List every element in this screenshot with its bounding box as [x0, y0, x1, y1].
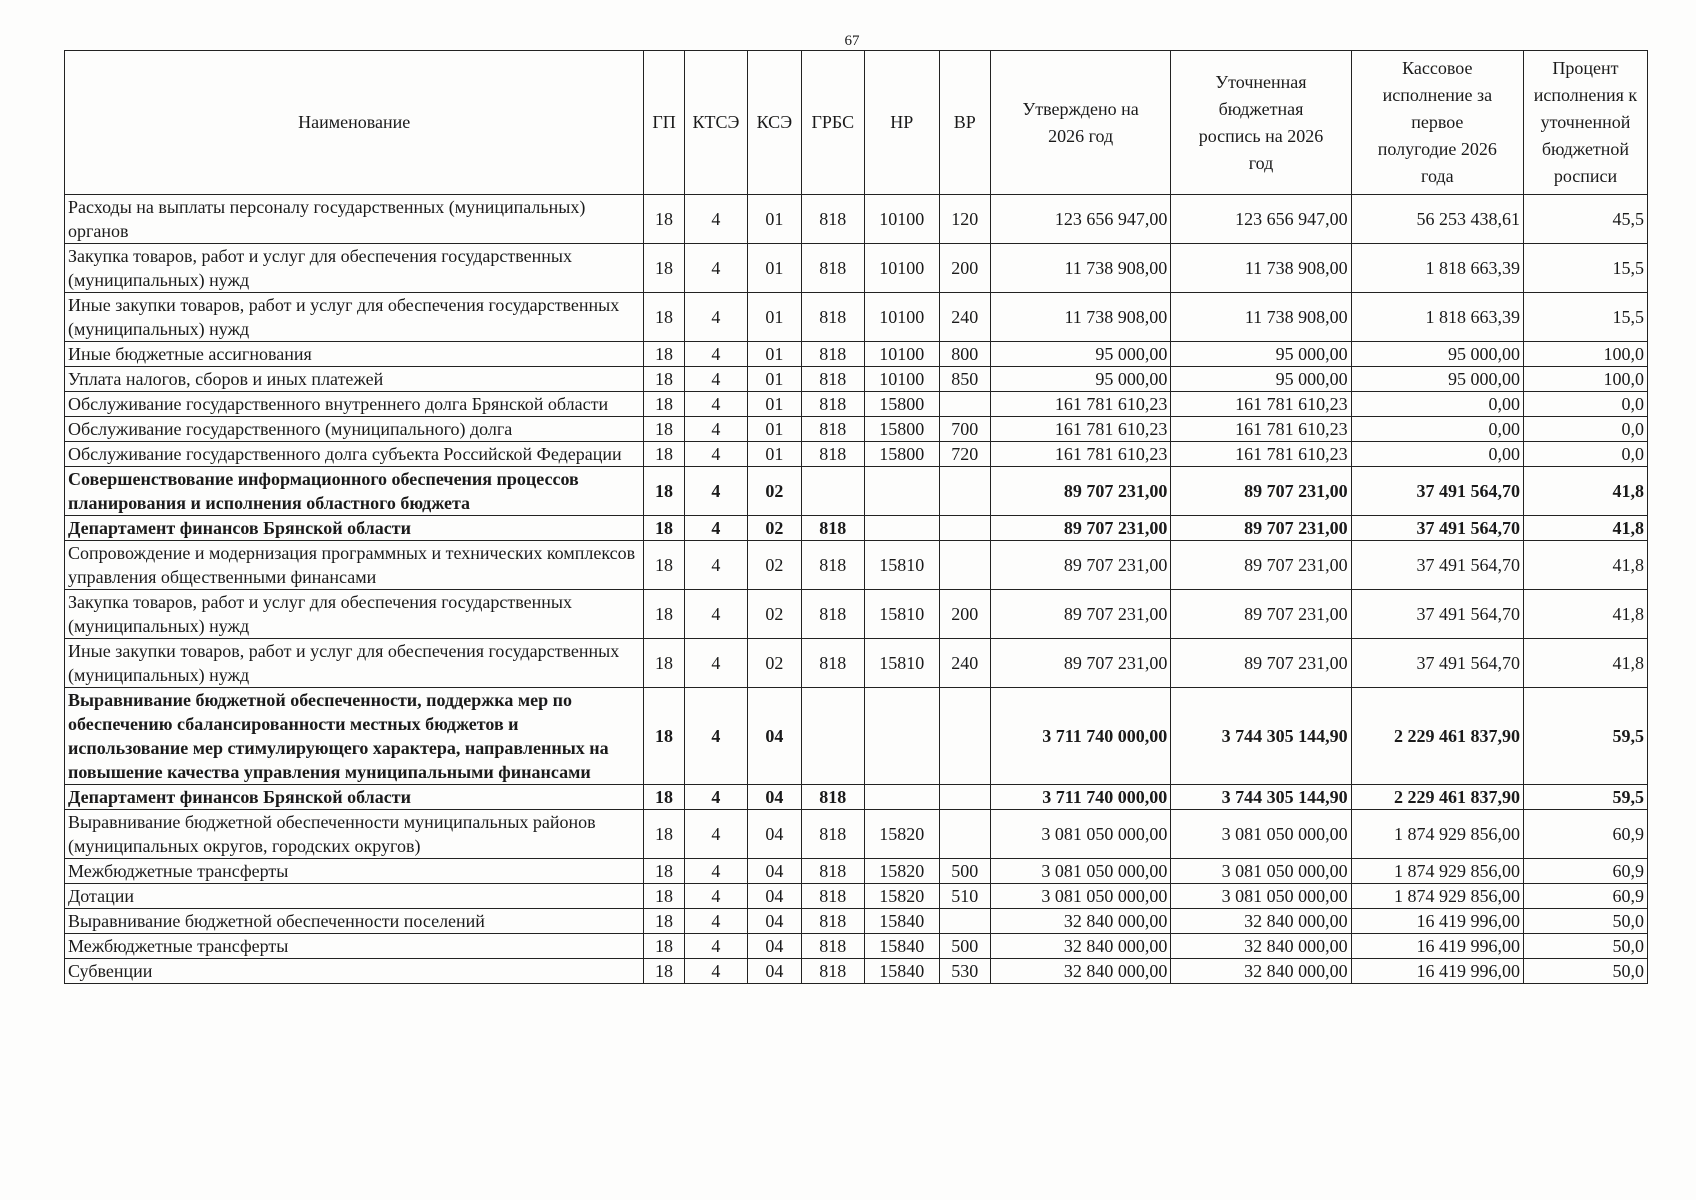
cell-ktse: 4	[684, 590, 747, 639]
cell-vr: 530	[939, 959, 990, 984]
table-row	[65, 195, 1648, 244]
cell-kse: 01	[748, 417, 801, 442]
cell-name: Выравнивание бюджетной обеспеченности, поддержка мер по обеспечению сбалансированности местных бюджетов и использование мер стимулирующего характера, направленных на повышение качества управления муниципальными финансами	[65, 688, 644, 785]
cell-grbs	[801, 467, 864, 516]
cell-percent: 0,0	[1523, 392, 1647, 417]
cell-percent: 0,0	[1523, 442, 1647, 467]
cell-nr: 10100	[865, 195, 940, 244]
cell-nr: 15820	[865, 884, 940, 909]
cell-approved: 3 081 050 000,00	[990, 859, 1170, 884]
table-header-row	[65, 51, 1648, 195]
cell-refined: 161 781 610,23	[1171, 392, 1351, 417]
cell-vr: 200	[939, 590, 990, 639]
cell-name: Расходы на выплаты персоналу государственных (муниципальных) органов	[65, 195, 644, 244]
cell-kse: 04	[748, 909, 801, 934]
cell-ktse: 4	[684, 639, 747, 688]
cell-cash: 2 229 461 837,90	[1351, 688, 1523, 785]
table-row	[65, 859, 1648, 884]
cell-grbs: 818	[801, 785, 864, 810]
cell-approved: 89 707 231,00	[990, 541, 1170, 590]
cell-name: Иные закупки товаров, работ и услуг для обеспечения государственных (муниципальных) нужд	[65, 293, 644, 342]
cell-nr: 15820	[865, 810, 940, 859]
cell-refined: 123 656 947,00	[1171, 195, 1351, 244]
cell-gp: 18	[644, 884, 684, 909]
cell-refined: 3 744 305 144,90	[1171, 785, 1351, 810]
cell-vr: 500	[939, 859, 990, 884]
cell-refined: 3 744 305 144,90	[1171, 688, 1351, 785]
cell-refined: 89 707 231,00	[1171, 541, 1351, 590]
table-row	[65, 810, 1648, 859]
cell-approved: 32 840 000,00	[990, 959, 1170, 984]
cell-ktse: 4	[684, 417, 747, 442]
cell-refined: 32 840 000,00	[1171, 909, 1351, 934]
cell-gp: 18	[644, 909, 684, 934]
cell-kse: 01	[748, 442, 801, 467]
cell-cash: 56 253 438,61	[1351, 195, 1523, 244]
cell-percent: 50,0	[1523, 909, 1647, 934]
table-row	[65, 884, 1648, 909]
cell-gp: 18	[644, 810, 684, 859]
cell-approved: 89 707 231,00	[990, 639, 1170, 688]
cell-name: Уплата налогов, сборов и иных платежей	[65, 367, 644, 392]
cell-cash: 1 874 929 856,00	[1351, 859, 1523, 884]
cell-vr: 800	[939, 342, 990, 367]
cell-vr: 240	[939, 293, 990, 342]
cell-grbs: 818	[801, 639, 864, 688]
cell-ktse: 4	[684, 934, 747, 959]
cell-vr	[939, 541, 990, 590]
cell-cash: 95 000,00	[1351, 367, 1523, 392]
cell-gp: 18	[644, 688, 684, 785]
cell-percent: 50,0	[1523, 934, 1647, 959]
cell-gp: 18	[644, 785, 684, 810]
cell-ktse: 4	[684, 859, 747, 884]
table-row	[65, 541, 1648, 590]
cell-percent: 45,5	[1523, 195, 1647, 244]
cell-name: Совершенствование информационного обеспечения процессов планирования и исполнения областного бюджета	[65, 467, 644, 516]
cell-gp: 18	[644, 442, 684, 467]
cell-gp: 18	[644, 859, 684, 884]
table-row	[65, 590, 1648, 639]
cell-kse: 02	[748, 541, 801, 590]
cell-name: Обслуживание государственного внутреннего долга Брянской области	[65, 392, 644, 417]
cell-cash: 37 491 564,70	[1351, 639, 1523, 688]
cell-refined: 95 000,00	[1171, 367, 1351, 392]
cell-cash: 37 491 564,70	[1351, 590, 1523, 639]
header-refined: Уточненная бюджетная роспись на 2026 год	[1171, 51, 1351, 195]
cell-cash: 1 818 663,39	[1351, 293, 1523, 342]
table-row	[65, 467, 1648, 516]
cell-kse: 04	[748, 785, 801, 810]
cell-refined: 3 081 050 000,00	[1171, 810, 1351, 859]
header-kse: КСЭ	[748, 51, 801, 195]
cell-approved: 95 000,00	[990, 342, 1170, 367]
cell-name: Выравнивание бюджетной обеспеченности муниципальных районов (муниципальных округов, городских округов)	[65, 810, 644, 859]
cell-grbs: 818	[801, 934, 864, 959]
header-gp: ГП	[644, 51, 684, 195]
cell-nr: 15840	[865, 959, 940, 984]
cell-kse: 04	[748, 810, 801, 859]
cell-cash: 37 491 564,70	[1351, 516, 1523, 541]
cell-ktse: 4	[684, 244, 747, 293]
cell-cash: 95 000,00	[1351, 342, 1523, 367]
page-number: 67	[844, 33, 860, 49]
cell-refined: 3 081 050 000,00	[1171, 884, 1351, 909]
cell-kse: 02	[748, 590, 801, 639]
header-ktse: КТСЭ	[684, 51, 747, 195]
cell-grbs: 818	[801, 884, 864, 909]
cell-gp: 18	[644, 590, 684, 639]
cell-cash: 0,00	[1351, 442, 1523, 467]
cell-refined: 95 000,00	[1171, 342, 1351, 367]
cell-ktse: 4	[684, 293, 747, 342]
cell-approved: 32 840 000,00	[990, 909, 1170, 934]
header-percent: Процент исполнения к уточненной бюджетной росписи	[1523, 51, 1647, 195]
table-row	[65, 293, 1648, 342]
cell-percent: 100,0	[1523, 342, 1647, 367]
cell-percent: 100,0	[1523, 367, 1647, 392]
cell-name: Департамент финансов Брянской области	[65, 785, 644, 810]
cell-approved: 89 707 231,00	[990, 516, 1170, 541]
cell-grbs	[801, 688, 864, 785]
cell-name: Обслуживание государственного (муниципального) долга	[65, 417, 644, 442]
cell-refined: 3 081 050 000,00	[1171, 859, 1351, 884]
cell-vr: 200	[939, 244, 990, 293]
cell-kse: 04	[748, 959, 801, 984]
header-vr: ВР	[939, 51, 990, 195]
cell-nr	[865, 467, 940, 516]
cell-vr	[939, 810, 990, 859]
cell-vr	[939, 785, 990, 810]
cell-approved: 161 781 610,23	[990, 442, 1170, 467]
cell-nr	[865, 688, 940, 785]
cell-nr: 15800	[865, 392, 940, 417]
table-body	[65, 195, 1648, 984]
cell-nr: 10100	[865, 342, 940, 367]
cell-ktse: 4	[684, 392, 747, 417]
cell-cash: 1 874 929 856,00	[1351, 884, 1523, 909]
cell-vr	[939, 516, 990, 541]
cell-name: Выравнивание бюджетной обеспеченности поселений	[65, 909, 644, 934]
cell-ktse: 4	[684, 884, 747, 909]
cell-percent: 41,8	[1523, 541, 1647, 590]
cell-ktse: 4	[684, 688, 747, 785]
cell-refined: 161 781 610,23	[1171, 417, 1351, 442]
cell-ktse: 4	[684, 909, 747, 934]
cell-gp: 18	[644, 367, 684, 392]
cell-cash: 0,00	[1351, 417, 1523, 442]
cell-gp: 18	[644, 934, 684, 959]
cell-refined: 11 738 908,00	[1171, 293, 1351, 342]
cell-vr	[939, 467, 990, 516]
cell-vr: 700	[939, 417, 990, 442]
cell-percent: 15,5	[1523, 244, 1647, 293]
cell-vr: 120	[939, 195, 990, 244]
cell-cash: 16 419 996,00	[1351, 934, 1523, 959]
cell-approved: 161 781 610,23	[990, 417, 1170, 442]
table-row	[65, 417, 1648, 442]
cell-refined: 11 738 908,00	[1171, 244, 1351, 293]
cell-grbs: 818	[801, 392, 864, 417]
table-row	[65, 785, 1648, 810]
cell-refined: 32 840 000,00	[1171, 959, 1351, 984]
cell-nr: 15810	[865, 639, 940, 688]
cell-gp: 18	[644, 467, 684, 516]
cell-gp: 18	[644, 541, 684, 590]
cell-grbs: 818	[801, 293, 864, 342]
cell-nr: 15810	[865, 590, 940, 639]
cell-gp: 18	[644, 516, 684, 541]
cell-kse: 01	[748, 195, 801, 244]
table-row	[65, 934, 1648, 959]
table-row	[65, 442, 1648, 467]
cell-approved: 89 707 231,00	[990, 590, 1170, 639]
cell-ktse: 4	[684, 467, 747, 516]
cell-name: Иные бюджетные ассигнования	[65, 342, 644, 367]
cell-ktse: 4	[684, 195, 747, 244]
cell-nr	[865, 516, 940, 541]
cell-vr	[939, 909, 990, 934]
header-name: Наименование	[65, 51, 644, 195]
cell-grbs: 818	[801, 590, 864, 639]
header-approved: Утверждено на 2026 год	[990, 51, 1170, 195]
table-row	[65, 516, 1648, 541]
cell-ktse: 4	[684, 810, 747, 859]
cell-name: Сопровождение и модернизация программных и технических комплексов управления общественными финансами	[65, 541, 644, 590]
cell-gp: 18	[644, 639, 684, 688]
cell-approved: 11 738 908,00	[990, 293, 1170, 342]
cell-gp: 18	[644, 293, 684, 342]
cell-nr: 10100	[865, 244, 940, 293]
cell-percent: 60,9	[1523, 884, 1647, 909]
cell-percent: 41,8	[1523, 467, 1647, 516]
cell-kse: 02	[748, 639, 801, 688]
cell-percent: 41,8	[1523, 639, 1647, 688]
cell-grbs: 818	[801, 244, 864, 293]
cell-refined: 89 707 231,00	[1171, 590, 1351, 639]
cell-nr: 15810	[865, 541, 940, 590]
cell-kse: 01	[748, 342, 801, 367]
cell-refined: 89 707 231,00	[1171, 639, 1351, 688]
table-row	[65, 909, 1648, 934]
cell-percent: 60,9	[1523, 859, 1647, 884]
cell-percent: 15,5	[1523, 293, 1647, 342]
cell-vr: 510	[939, 884, 990, 909]
cell-approved: 89 707 231,00	[990, 467, 1170, 516]
cell-cash: 37 491 564,70	[1351, 541, 1523, 590]
table-row	[65, 244, 1648, 293]
cell-name: Межбюджетные трансферты	[65, 859, 644, 884]
table-row	[65, 392, 1648, 417]
cell-kse: 01	[748, 293, 801, 342]
cell-approved: 3 711 740 000,00	[990, 785, 1170, 810]
cell-nr: 10100	[865, 367, 940, 392]
cell-name: Межбюджетные трансферты	[65, 934, 644, 959]
cell-cash: 37 491 564,70	[1351, 467, 1523, 516]
cell-nr: 15800	[865, 442, 940, 467]
cell-gp: 18	[644, 342, 684, 367]
cell-kse: 04	[748, 934, 801, 959]
cell-approved: 11 738 908,00	[990, 244, 1170, 293]
cell-percent: 60,9	[1523, 810, 1647, 859]
cell-ktse: 4	[684, 959, 747, 984]
cell-kse: 04	[748, 688, 801, 785]
cell-percent: 0,0	[1523, 417, 1647, 442]
cell-approved: 3 081 050 000,00	[990, 810, 1170, 859]
cell-kse: 01	[748, 392, 801, 417]
cell-name: Субвенции	[65, 959, 644, 984]
cell-cash: 1 818 663,39	[1351, 244, 1523, 293]
cell-percent: 41,8	[1523, 590, 1647, 639]
cell-gp: 18	[644, 195, 684, 244]
cell-vr: 720	[939, 442, 990, 467]
cell-kse: 04	[748, 859, 801, 884]
table-row	[65, 342, 1648, 367]
cell-gp: 18	[644, 417, 684, 442]
cell-grbs: 818	[801, 442, 864, 467]
cell-cash: 0,00	[1351, 392, 1523, 417]
cell-grbs: 818	[801, 541, 864, 590]
header-nr: НР	[865, 51, 940, 195]
cell-approved: 3 081 050 000,00	[990, 884, 1170, 909]
cell-kse: 02	[748, 467, 801, 516]
cell-refined: 161 781 610,23	[1171, 442, 1351, 467]
header-grbs: ГРБС	[801, 51, 864, 195]
cell-vr: 240	[939, 639, 990, 688]
cell-grbs: 818	[801, 909, 864, 934]
cell-approved: 3 711 740 000,00	[990, 688, 1170, 785]
cell-gp: 18	[644, 392, 684, 417]
cell-cash: 2 229 461 837,90	[1351, 785, 1523, 810]
cell-nr: 15840	[865, 909, 940, 934]
cell-ktse: 4	[684, 442, 747, 467]
cell-name: Закупка товаров, работ и услуг для обеспечения государственных (муниципальных) нужд	[65, 244, 644, 293]
cell-grbs: 818	[801, 810, 864, 859]
cell-nr: 10100	[865, 293, 940, 342]
cell-grbs: 818	[801, 195, 864, 244]
cell-vr	[939, 688, 990, 785]
cell-kse: 02	[748, 516, 801, 541]
cell-vr: 850	[939, 367, 990, 392]
cell-kse: 04	[748, 884, 801, 909]
budget-execution-table	[64, 50, 1648, 984]
cell-percent: 50,0	[1523, 959, 1647, 984]
table-row	[65, 959, 1648, 984]
header-cash: Кассовое исполнение за первое полугодие 2026 года	[1351, 51, 1523, 195]
cell-nr	[865, 785, 940, 810]
cell-approved: 161 781 610,23	[990, 392, 1170, 417]
cell-kse: 01	[748, 244, 801, 293]
table-row	[65, 367, 1648, 392]
cell-approved: 32 840 000,00	[990, 934, 1170, 959]
cell-percent: 59,5	[1523, 785, 1647, 810]
cell-nr: 15800	[865, 417, 940, 442]
cell-percent: 59,5	[1523, 688, 1647, 785]
cell-grbs: 818	[801, 417, 864, 442]
cell-gp: 18	[644, 959, 684, 984]
cell-nr: 15840	[865, 934, 940, 959]
cell-vr	[939, 392, 990, 417]
cell-name: Дотации	[65, 884, 644, 909]
cell-name: Обслуживание государственного долга субъекта Российской Федерации	[65, 442, 644, 467]
cell-grbs: 818	[801, 516, 864, 541]
cell-percent: 41,8	[1523, 516, 1647, 541]
cell-name: Закупка товаров, работ и услуг для обеспечения государственных (муниципальных) нужд	[65, 590, 644, 639]
cell-gp: 18	[644, 244, 684, 293]
cell-ktse: 4	[684, 342, 747, 367]
cell-nr: 15820	[865, 859, 940, 884]
cell-refined: 32 840 000,00	[1171, 934, 1351, 959]
cell-refined: 89 707 231,00	[1171, 516, 1351, 541]
cell-ktse: 4	[684, 541, 747, 590]
cell-ktse: 4	[684, 516, 747, 541]
cell-approved: 95 000,00	[990, 367, 1170, 392]
cell-refined: 89 707 231,00	[1171, 467, 1351, 516]
cell-cash: 1 874 929 856,00	[1351, 810, 1523, 859]
cell-grbs: 818	[801, 859, 864, 884]
cell-cash: 16 419 996,00	[1351, 909, 1523, 934]
cell-name: Иные закупки товаров, работ и услуг для обеспечения государственных (муниципальных) нужд	[65, 639, 644, 688]
cell-ktse: 4	[684, 367, 747, 392]
cell-kse: 01	[748, 367, 801, 392]
table-row	[65, 639, 1648, 688]
table-row	[65, 688, 1648, 785]
cell-grbs: 818	[801, 367, 864, 392]
cell-grbs: 818	[801, 342, 864, 367]
cell-approved: 123 656 947,00	[990, 195, 1170, 244]
cell-vr: 500	[939, 934, 990, 959]
cell-cash: 16 419 996,00	[1351, 959, 1523, 984]
cell-grbs: 818	[801, 959, 864, 984]
cell-ktse: 4	[684, 785, 747, 810]
cell-name: Департамент финансов Брянской области	[65, 516, 644, 541]
